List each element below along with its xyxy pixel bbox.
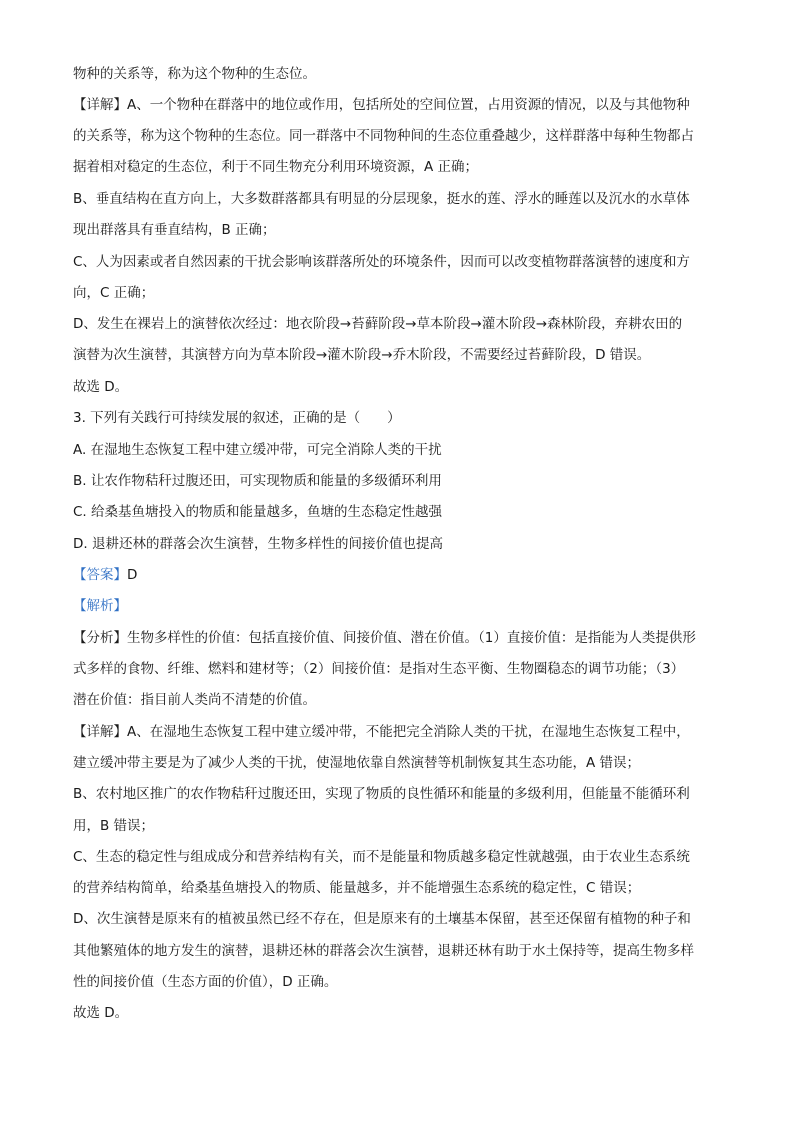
text-line: 其他繁殖体的地方发生的演替，退耕还林的群落会次生演替，退耕还林有助于水土保持等，提高生物多样 xyxy=(73,943,694,959)
text-line: 的关系等，称为这个物种的生态位。同一群落中不同物种间的生态位重叠越少，这样群落中每种生物都占 xyxy=(73,128,694,144)
text-line: 演替为次生演替，其演替方向为草本阶段→灌木阶段→乔木阶段，不需要经过苔藓阶段，D 错误。 xyxy=(73,347,651,363)
answer-line: 【答案】D xyxy=(73,567,138,583)
text-line: B、农村地区推广的农作物秸秆过腹还田，实现了物质的良性循环和能量的多级利用，但能量不能循环利 xyxy=(73,786,690,802)
analysis-heading: 【解析】 xyxy=(73,598,127,614)
text-line: B、垂直结构在直方向上，大多数群落都具有明显的分层现象，挺水的莲、浮水的睡莲以及沉水的水草体 xyxy=(73,191,690,207)
text-line: 据着相对稳定的生态位，利于不同生物充分利用环境资源，A 正确； xyxy=(73,159,479,175)
question-stem: 3. 下列有关践行可持续发展的叙述，正确的是（ ） xyxy=(73,410,401,426)
text-line: D、次生演替是原来有的植被虽然已经不存在，但是原来有的土壤基本保留，甚至还保留有植物的种子和 xyxy=(73,911,691,927)
text-line: 式多样的食物、纤维、燃料和建材等；（2）间接价值：是指对生态平衡、生物圈稳态的调节功能；（3） xyxy=(73,661,685,677)
text-line: 建立缓冲带主要是为了减少人类的干扰，使湿地依靠自然演替等机制恢复其生态功能，A 错误； xyxy=(73,755,641,771)
text-line: 【详解】A、在湿地生态恢复工程中建立缓冲带，不能把完全消除人类的干扰，在湿地生态恢复工程中， xyxy=(73,724,690,740)
text-line: 【详解】A、一个物种在群落中的地位或作用，包括所处的空间位置，占用资源的情况，以及与其他物种 xyxy=(73,97,690,113)
text-line: 物种的关系等，称为这个物种的生态位。 xyxy=(73,66,316,82)
text-line: 【分析】生物多样性的价值：包括直接价值、间接价值、潜在价值。（1）直接价值：是指能为人类提供形 xyxy=(73,630,696,646)
text-line: 的营养结构简单，给桑基鱼塘投入的物质、能量越多，并不能增强生态系统的稳定性，C 错误； xyxy=(73,880,641,896)
text-line: C、生态的稳定性与组成成分和营养结构有关，而不是能量和物质越多稳定性就越强，由于农业生态系统 xyxy=(73,849,690,865)
text-line: D、发生在裸岩上的演替依次经过：地衣阶段→苔藓阶段→草本阶段→灌木阶段→森林阶段，弃耕农田的 xyxy=(73,316,683,332)
option-c: C. 给桑基鱼塘投入的物质和能量越多，鱼塘的生态稳定性越强 xyxy=(73,504,443,520)
text-line: 现出群落具有垂直结构，B 正确； xyxy=(73,222,276,238)
option-b: B. 让农作物秸秆过腹还田，可实现物质和能量的多级循环利用 xyxy=(73,473,442,489)
text-line: 性的间接价值（生态方面的价值），D 正确。 xyxy=(73,974,338,990)
text-line: 故选 D。 xyxy=(73,379,129,395)
text-line: C、人为因素或者自然因素的干扰会影响该群落所处的环境条件，因而可以改变植物群落演替的速度和方 xyxy=(73,254,690,270)
text-line: 故选 D。 xyxy=(73,1005,129,1021)
option-d: D. 退耕还林的群落会次生演替，生物多样性的间接价值也提高 xyxy=(73,536,443,552)
text-line: 潜在价值：指目前人类尚不清楚的价值。 xyxy=(73,692,316,708)
text-line: 向，C 正确； xyxy=(73,285,155,301)
option-a: A. 在湿地生态恢复工程中建立缓冲带，可完全消除人类的干扰 xyxy=(73,442,442,458)
text-line: 用，B 错误； xyxy=(73,818,155,834)
